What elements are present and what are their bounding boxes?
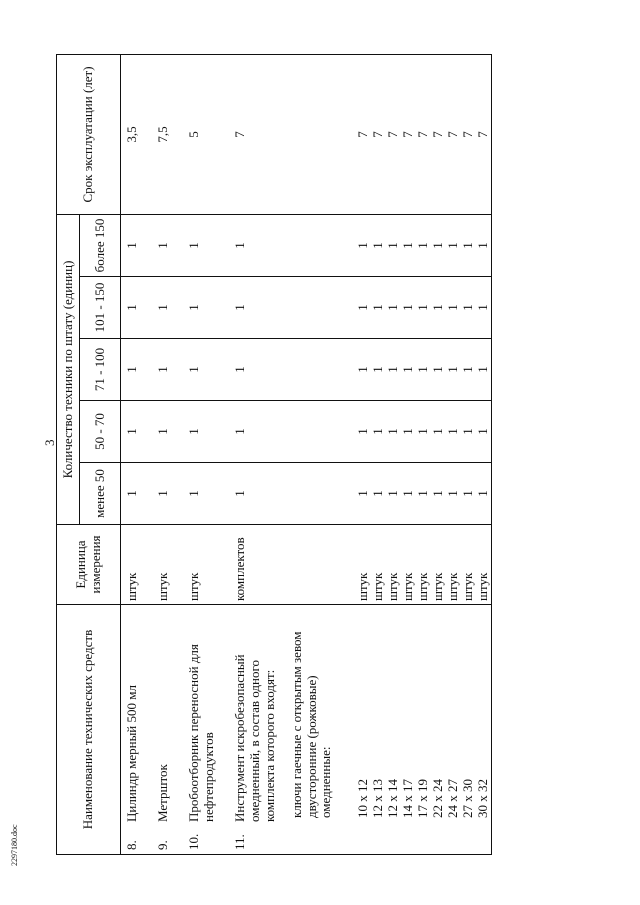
table-row: [386, 54, 401, 854]
subitem-q: 1: [461, 401, 476, 463]
row-q: 1: [229, 401, 290, 463]
table-row: [446, 54, 461, 854]
subitem-q: 1: [356, 401, 371, 463]
page-number: 3: [42, 439, 57, 446]
subitem-q: 1: [446, 463, 461, 525]
table-row: [431, 54, 446, 854]
row-number: 9.: [154, 840, 170, 850]
subitem-q: 1: [476, 214, 491, 276]
subitem-q: 1: [461, 463, 476, 525]
subitem-term: 7: [356, 54, 371, 214]
row-q: 1: [152, 339, 183, 401]
subitem-name: 27 x 30: [461, 605, 476, 855]
subitem-q: 1: [401, 277, 416, 339]
subitem-name: 17 x 19: [416, 605, 431, 855]
row-q: 1: [229, 463, 290, 525]
header-q-101-150: 101 - 150: [80, 277, 121, 339]
row-term: 7,5: [152, 54, 183, 214]
subitem-term: 7: [386, 54, 401, 214]
row-q: 1: [121, 339, 152, 401]
header-q-less-50: менее 50: [80, 463, 121, 525]
row-q: 1: [121, 214, 152, 276]
row-q: 1: [229, 277, 290, 339]
subitem-q: 1: [446, 401, 461, 463]
subitem-q: 1: [461, 277, 476, 339]
subitem-q: 1: [416, 277, 431, 339]
table-row: [371, 54, 386, 854]
row-term: 7: [229, 54, 290, 214]
table-row: [121, 54, 152, 854]
subitem-q: 1: [461, 339, 476, 401]
subitem-q: 1: [431, 463, 446, 525]
row-q: 1: [183, 214, 229, 276]
header-name: Наименование технических средств: [57, 605, 121, 855]
subgroup-label: ключи гаечные с открытым зевом двусторонние (рожковые) омедненные:: [288, 631, 334, 818]
row-q: 1: [152, 214, 183, 276]
subitem-q: 1: [356, 339, 371, 401]
subitem-term: 7: [461, 54, 476, 214]
subitem-q: 1: [401, 401, 416, 463]
row-unit: штук: [152, 525, 183, 605]
subitem-unit: штук: [386, 525, 401, 605]
subitem-unit: штук: [461, 525, 476, 605]
table-row: [183, 54, 229, 854]
subitem-q: 1: [371, 339, 386, 401]
row-name: Инструмент искробезопасный омедненный, в состав одного комплекта которого входят:: [231, 654, 277, 822]
subitem-name: 14 x 17: [401, 605, 416, 855]
row-term: 3,5: [121, 54, 152, 214]
row-q: 1: [152, 463, 183, 525]
table-row: [229, 54, 290, 854]
row-q: 1: [152, 401, 183, 463]
subitem-q: 1: [431, 214, 446, 276]
subitem-q: 1: [371, 214, 386, 276]
table-row: [461, 54, 476, 854]
table-row: [152, 54, 183, 854]
table-body: [121, 54, 357, 854]
header-quantity-group: Количество техники по штату (единиц): [57, 214, 80, 524]
subitem-q: 1: [431, 277, 446, 339]
table-row: [356, 54, 371, 854]
subitem-q: 1: [401, 463, 416, 525]
subitem-q: 1: [416, 214, 431, 276]
subitem-q: 1: [476, 277, 491, 339]
row-q: 1: [121, 277, 152, 339]
subitem-q: 1: [476, 339, 491, 401]
table-row: [401, 54, 416, 854]
header-q-more-150: более 150: [80, 214, 121, 276]
subitem-q: 1: [371, 277, 386, 339]
row-term: 5: [183, 54, 229, 214]
row-q: 1: [183, 339, 229, 401]
subitem-q: 1: [401, 339, 416, 401]
row-name: Метршток: [154, 764, 170, 822]
row-q: 1: [121, 401, 152, 463]
subitem-name: 22 x 24: [431, 605, 446, 855]
equipment-table: [56, 54, 492, 855]
subitem-q: 1: [356, 277, 371, 339]
subitem-q: 1: [386, 339, 401, 401]
header-term: Срок эксплуатации (лет): [57, 54, 121, 214]
rotated-page: [56, 55, 570, 855]
subitem-q: 1: [386, 277, 401, 339]
subitem-name: 12 x 13: [371, 605, 386, 855]
subitem-unit: штук: [356, 525, 371, 605]
row-number: 10.: [185, 833, 201, 850]
subitem-unit: штук: [476, 525, 491, 605]
subitem-q: 1: [446, 339, 461, 401]
row-number: 8.: [124, 840, 139, 850]
subitem-q: 1: [416, 339, 431, 401]
subitem-q: 1: [431, 339, 446, 401]
subitem-term: 7: [446, 54, 461, 214]
subitems-body: [356, 54, 491, 854]
subitem-term: 7: [371, 54, 386, 214]
subitem-term: 7: [401, 54, 416, 214]
row-unit: штук: [121, 525, 152, 605]
table-row: [416, 54, 431, 854]
row-q: 1: [229, 339, 290, 401]
header-q-50-70: 50 - 70: [80, 401, 121, 463]
row-q: 1: [183, 277, 229, 339]
footer-doc-name: 2297180.doc: [10, 824, 19, 866]
subitem-q: 1: [476, 463, 491, 525]
row-q: 1: [152, 277, 183, 339]
row-q: 1: [229, 214, 290, 276]
header-unit: Единица измерения: [57, 525, 121, 605]
subitem-q: 1: [446, 214, 461, 276]
subitem-q: 1: [386, 401, 401, 463]
subitem-q: 1: [386, 214, 401, 276]
subitem-term: 7: [431, 54, 446, 214]
subitem-term: 7: [416, 54, 431, 214]
row-q: 1: [121, 463, 152, 525]
subitem-unit: штук: [371, 525, 386, 605]
subitem-q: 1: [461, 214, 476, 276]
subitem-term: 7: [476, 54, 491, 214]
subitem-q: 1: [416, 401, 431, 463]
header-q-71-100: 71 - 100: [80, 339, 121, 401]
subitem-q: 1: [356, 214, 371, 276]
subitem-name: 12 x 14: [386, 605, 401, 855]
row-q: 1: [183, 463, 229, 525]
subitem-name: 10 x 12: [356, 605, 371, 855]
row-number: 11.: [231, 834, 247, 850]
subgroup-row: [290, 54, 357, 854]
subitem-unit: штук: [416, 525, 431, 605]
row-unit: комплектов: [229, 525, 290, 605]
row-name: Пробоотборник переносной для нефтепродуктов: [185, 644, 216, 822]
subitem-q: 1: [371, 401, 386, 463]
subitem-unit: штук: [401, 525, 416, 605]
row-unit: штук: [183, 525, 229, 605]
subitem-unit: штук: [446, 525, 461, 605]
subitem-q: 1: [416, 463, 431, 525]
table-row: [476, 54, 491, 854]
subitem-name: 30 x 32: [476, 605, 491, 855]
subitem-unit: штук: [431, 525, 446, 605]
row-q: 1: [183, 401, 229, 463]
subitem-q: 1: [356, 463, 371, 525]
subitem-q: 1: [446, 277, 461, 339]
subitem-name: 24 x 27: [446, 605, 461, 855]
subitem-q: 1: [476, 401, 491, 463]
subitem-q: 1: [431, 401, 446, 463]
subitem-q: 1: [386, 463, 401, 525]
table-header: [57, 54, 121, 854]
subitem-q: 1: [371, 463, 386, 525]
subitem-q: 1: [401, 214, 416, 276]
row-name: Цилиндр мерный 500 мл: [124, 685, 139, 822]
